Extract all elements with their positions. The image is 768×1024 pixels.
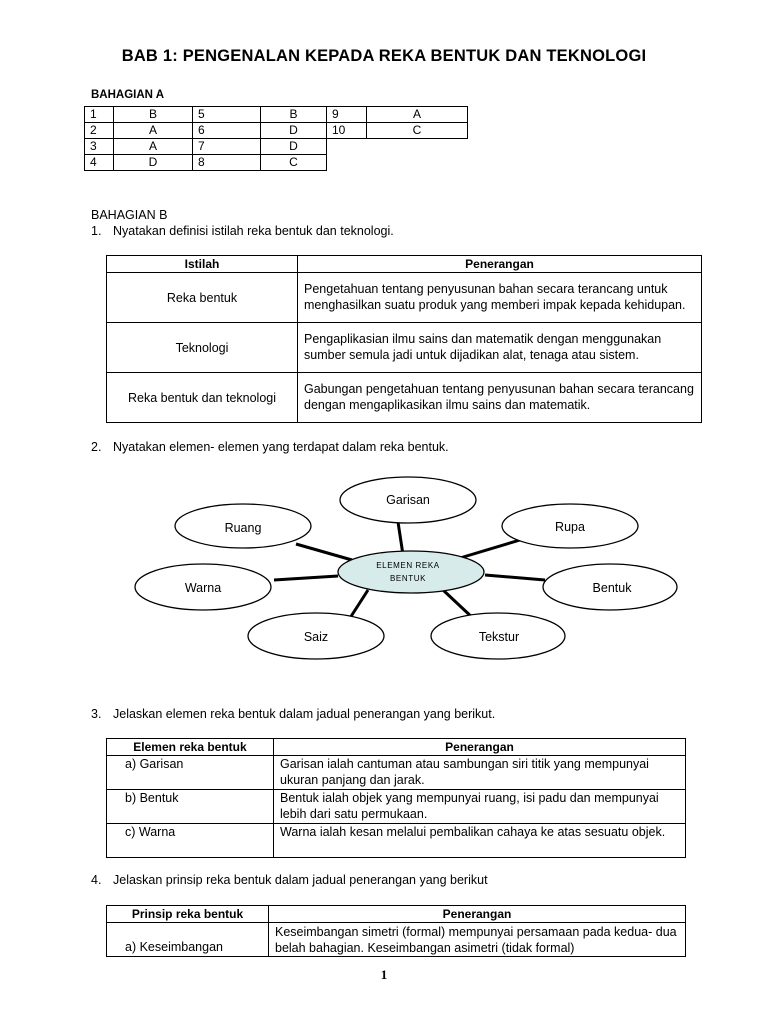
node-label: Rupa	[555, 520, 585, 534]
node-label: Ruang	[224, 521, 262, 535]
column-header: Prinsip reka bentuk	[107, 906, 269, 923]
table-cell: C	[367, 123, 468, 139]
term-cell: b) Bentuk	[107, 790, 274, 824]
table-header-row	[107, 739, 686, 756]
table-header-row	[107, 906, 686, 923]
description-cell: Warna ialah kesan melalui pembalikan cahaya ke atas sesuatu objek.	[274, 824, 686, 858]
term-cell: Teknologi	[107, 323, 298, 373]
column-header: Elemen reka bentuk	[107, 739, 274, 756]
definition-table	[106, 255, 702, 423]
question-text: Nyatakan definisi istilah reka bentuk dan teknologi.	[113, 224, 394, 238]
column-header: Penerangan	[269, 906, 686, 923]
question-text: Jelaskan elemen reka bentuk dalam jadual penerangan yang berikut.	[113, 707, 496, 721]
connector-line	[485, 575, 545, 580]
term-cell: a) Keseimbangan	[107, 923, 269, 957]
table-row	[107, 273, 702, 323]
connector-line	[460, 540, 520, 558]
connector-line	[274, 576, 338, 580]
term-cell: a) Garisan	[107, 756, 274, 790]
center-node	[338, 551, 484, 593]
column-header: Penerangan	[274, 739, 686, 756]
term-cell: Reka bentuk	[107, 273, 298, 323]
table-cell: 8	[193, 155, 261, 171]
table-cell: 10	[327, 123, 367, 139]
table-row	[107, 790, 686, 824]
table-cell: D	[261, 139, 327, 155]
node-label: Garisan	[386, 493, 430, 507]
table-row	[107, 923, 686, 957]
table-cell: A	[114, 123, 193, 139]
table-cell: 7	[193, 139, 261, 155]
connector-line	[350, 590, 368, 618]
page-number: 1	[380, 967, 388, 982]
table-cell: A	[114, 139, 193, 155]
table-cell: D	[261, 123, 327, 139]
node-label: Saiz	[303, 630, 329, 644]
description-cell: Garisan ialah cantuman atau sambungan siri titik yang mempunyai ukuran panjang dan jarak.	[274, 756, 686, 790]
table-cell: 9	[327, 107, 367, 123]
table-row	[107, 373, 702, 423]
description-cell: Pengetahuan tentang penyusunan bahan secara terancang untuk menghasilkan suatu produk yang memberi impak kepada kehidupan.	[298, 273, 702, 323]
table-cell: 3	[85, 139, 114, 155]
question-number: 1.	[91, 224, 102, 238]
table-cell: A	[367, 107, 468, 123]
connector-line	[296, 544, 352, 560]
table-row	[85, 155, 468, 171]
node-label: Bentuk	[592, 581, 632, 595]
page-title: BAB 1: PENGENALAN KEPADA REKA BENTUK DAN TEKNOLOGI	[121, 47, 647, 65]
question-3	[91, 707, 495, 721]
table-row	[107, 756, 686, 790]
table-header-row	[107, 256, 702, 273]
elements-mind-map	[0, 470, 768, 670]
question-number: 3.	[91, 707, 102, 721]
table-cell: B	[261, 107, 327, 123]
table-cell: 1	[85, 107, 114, 123]
table-cell: 4	[85, 155, 114, 171]
description-cell: Gabungan pengetahuan tentang penyusunan bahan secara terancang dengan mengaplikasikan ilmu sains dan matematik.	[298, 373, 702, 423]
answer-table	[84, 106, 468, 171]
table-row	[107, 824, 686, 858]
question-text: Jelaskan prinsip reka bentuk dalam jadual penerangan yang berikut	[113, 873, 488, 887]
table-cell: 2	[85, 123, 114, 139]
table-row	[85, 107, 468, 123]
description-cell: Bentuk ialah objek yang mempunyai ruang, isi padu dan mempunyai lebih dari satu permukaan.	[274, 790, 686, 824]
principles-table	[106, 905, 686, 957]
center-label-line1: ELEMEN REKA	[376, 561, 440, 570]
question-number: 4.	[91, 873, 102, 887]
node-label: Tekstur	[478, 630, 520, 644]
term-cell: c) Warna	[107, 824, 274, 858]
table-cell: B	[114, 107, 193, 123]
table-row	[85, 123, 468, 139]
table-cell: D	[114, 155, 193, 171]
section-a-heading: BAHAGIAN A	[91, 89, 165, 101]
question-text: Nyatakan elemen- elemen yang terdapat dalam reka bentuk.	[113, 440, 449, 454]
description-cell: Pengaplikasian ilmu sains dan matematik dengan menggunakan sumber semula jadi untuk dijadikan alat, tenaga atau sistem.	[298, 323, 702, 373]
elements-table	[106, 738, 686, 858]
table-cell: C	[261, 155, 327, 171]
term-cell: Reka bentuk dan teknologi	[107, 373, 298, 423]
table-row	[85, 139, 468, 155]
node-label: Warna	[184, 581, 222, 595]
question-4	[91, 873, 488, 887]
table-row	[107, 323, 702, 373]
column-header: Penerangan	[298, 256, 702, 273]
description-cell: Keseimbangan simetri (formal) mempunyai persamaan pada kedua- dua belah bahagian. Keseimbangan asimetri (tidak formal)	[269, 923, 686, 957]
question-number: 2.	[91, 440, 102, 454]
column-header: Istilah	[107, 256, 298, 273]
table-cell: 6	[193, 123, 261, 139]
question-1	[91, 224, 394, 238]
question-2	[91, 440, 449, 454]
center-label-line2: BENTUK	[389, 574, 427, 583]
table-cell: 5	[193, 107, 261, 123]
section-b-heading: BAHAGIAN B	[91, 208, 168, 222]
